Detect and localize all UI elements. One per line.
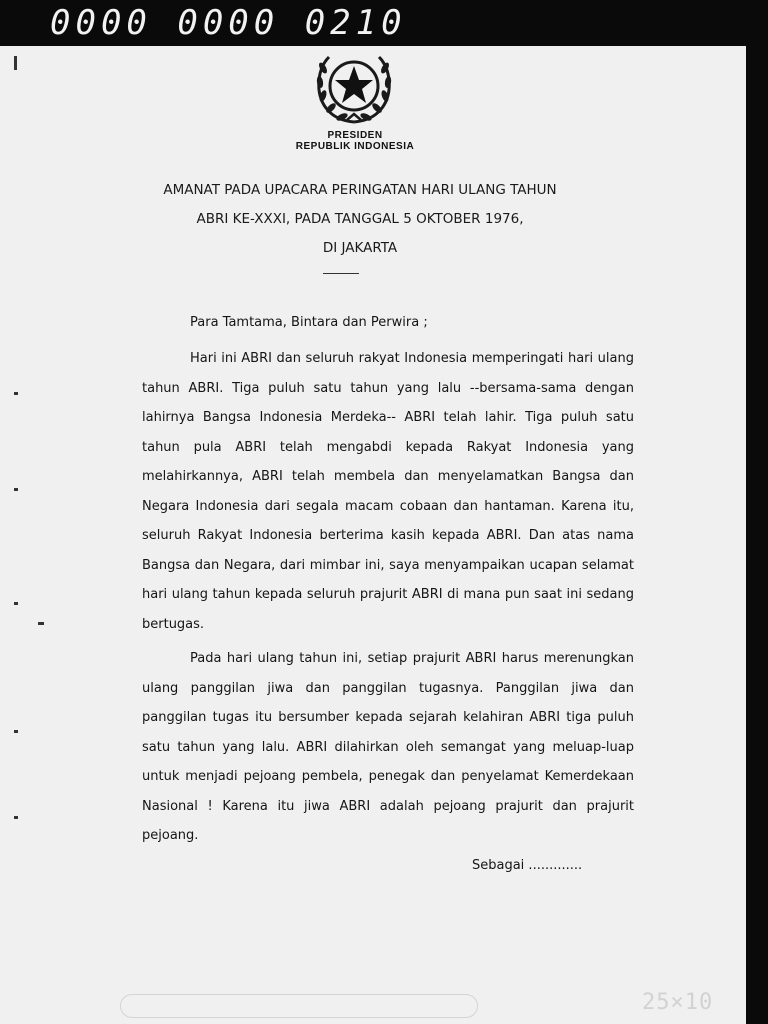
document-page xyxy=(0,46,746,1024)
page-continuation: Sebagai ............. xyxy=(472,858,583,873)
document-title xyxy=(100,176,620,263)
garuda-star-emblem-icon xyxy=(311,50,397,126)
speech-body xyxy=(142,308,634,856)
title-line-2: ABRI KE-XXXI, PADA TANGGAL 5 OKTOBER 1976, xyxy=(196,211,524,227)
title-line-3: DI JAKARTA xyxy=(322,240,398,256)
letterhead-line-1: PRESIDEN xyxy=(327,130,383,141)
salutation: Para Tamtama, Bintara dan Perwira ; xyxy=(190,315,428,330)
title-divider xyxy=(323,273,359,274)
letterhead-line-2: REPUBLIK INDONESIA xyxy=(295,141,415,152)
letterhead xyxy=(200,130,510,152)
frame-number: 0000 0000 0210 xyxy=(50,3,407,43)
film-right-band xyxy=(746,46,768,1024)
film-top-band xyxy=(0,0,768,46)
film-edge-mark xyxy=(120,994,478,1018)
paragraph-2: Pada hari ulang tahun ini, setiap prajurit ABRI harus merenungkan ulang panggilan jiwa dan panggilan tugasnya. Panggilan jiwa dan panggilan tugas itu bersumber kepada sejarah kelahiran ABRI tiga puluh satu tahun yang lalu. ABRI dilahirkan oleh semangat yang meluap-luap untuk menjadi pejoang pembela, penegak dan penyelamat Kemerdekaan Nasional ! Karena itu jiwa ABRI adalah pejoang prajurit dan prajurit pejoang. xyxy=(142,651,634,843)
title-line-1: AMANAT PADA UPACARA PERINGATAN HARI ULANG TAHUN xyxy=(163,182,557,198)
paragraph-1: Hari ini ABRI dan seluruh rakyat Indonesia memperingati hari ulang tahun ABRI. Tiga puluh satu tahun yang lalu --bersama-sama dengan lahirnya Bangsa Indonesia Merdeka-- ABRI telah lahir. Tiga puluh satu tahun pula ABRI telah mengabdi kepada Rakyat Indonesia yang melahirkannya, ABRI telah membela dan menyelamatkan Bangsa dan Negara Indonesia dari segala macam cobaan dan hantaman. Karena itu, seluruh Rakyat Indonesia berterima kasih kepada ABRI. Dan atas nama Bangsa dan Negara, dari mimbar ini, saya menyampaikan ucapan selamat hari ulang tahun kepada seluruh prajurit ABRI di mana pun saat ini sedang bertugas. xyxy=(142,351,634,632)
film-reduction-code: 25×10 xyxy=(642,990,714,1015)
